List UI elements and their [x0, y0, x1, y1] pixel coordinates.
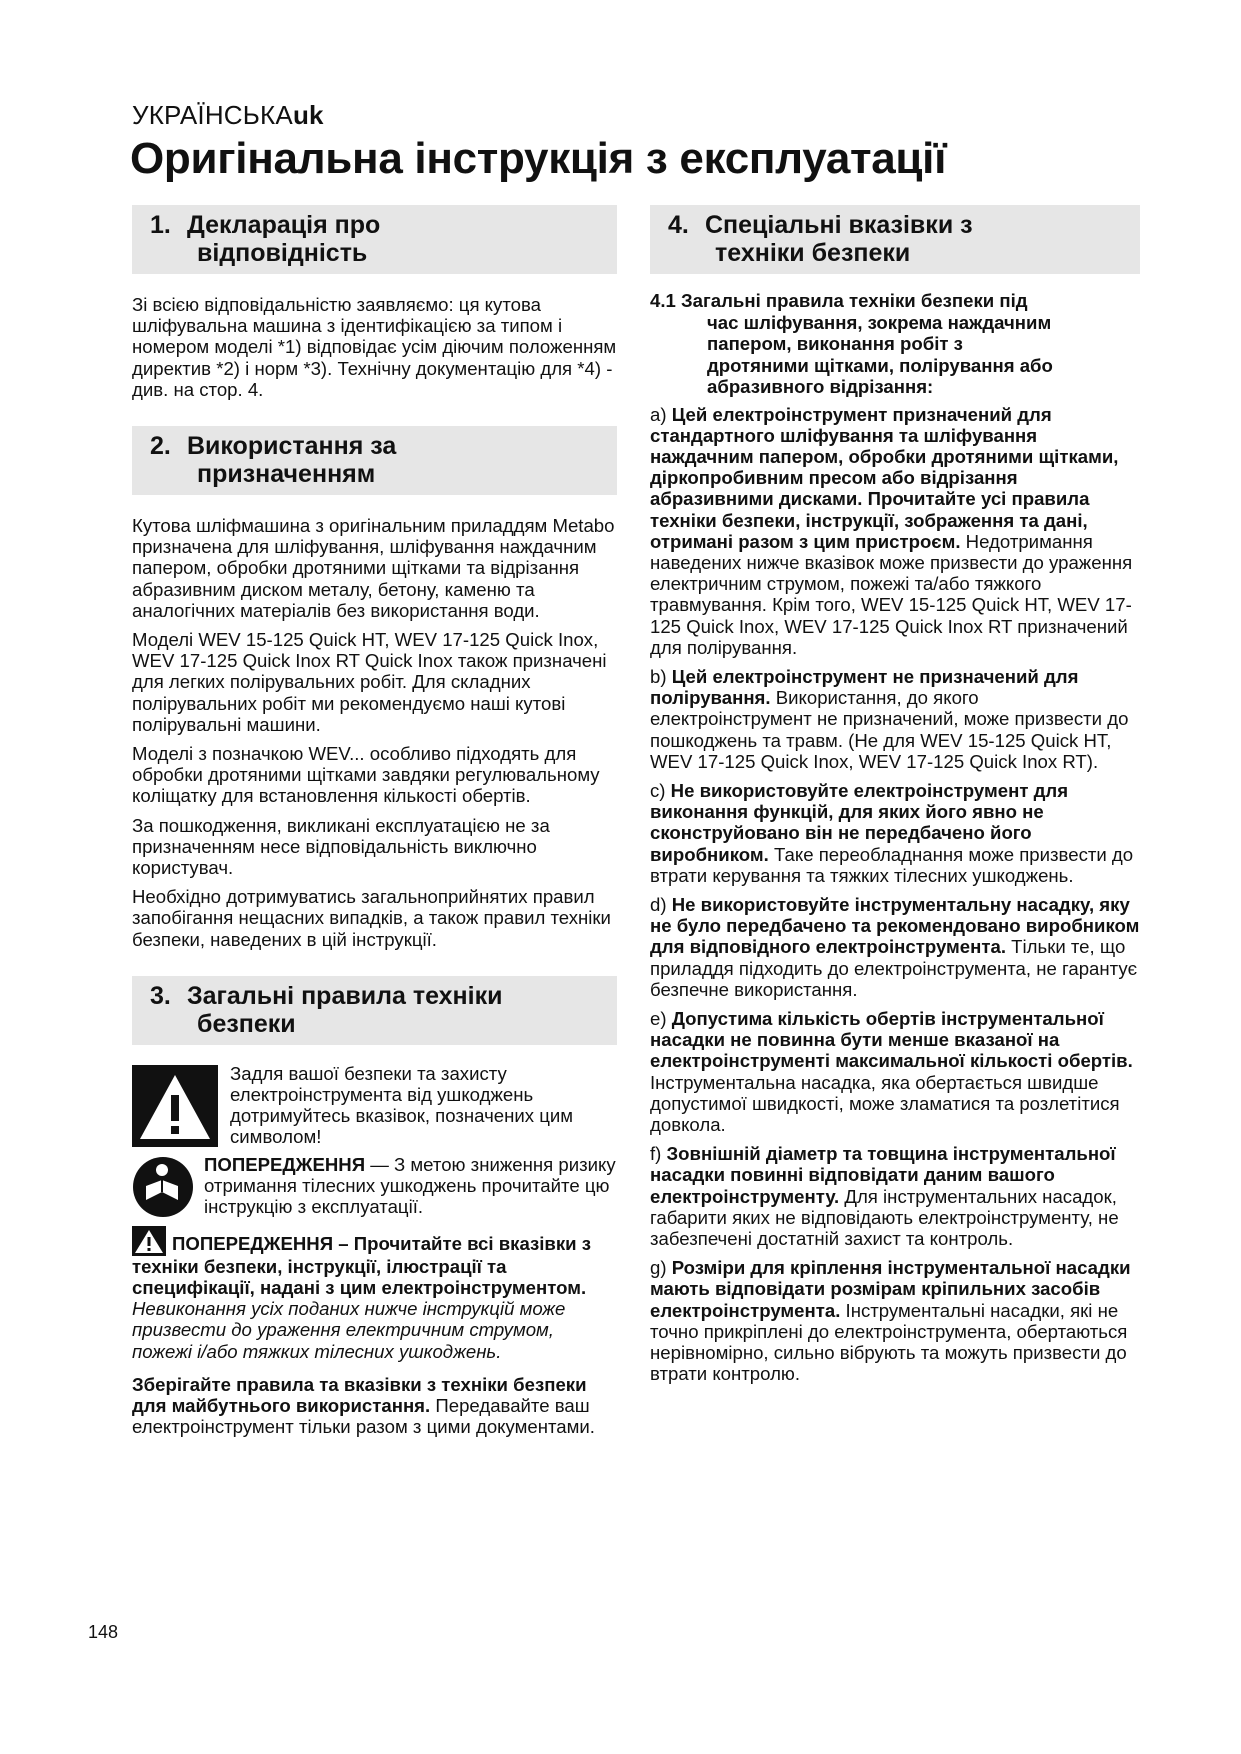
read-manual-icon: [132, 1156, 194, 1218]
warning-text: — З метою зниження ризику отримання тілесних ушкоджень прочитайте цю інструкцію з експлуатації.: [204, 1153, 616, 1218]
item-text: Інструментальна насадка, яка обертається швидше допустимої швидкості, може зламатися та розлетітися довкола.: [650, 1071, 1120, 1135]
warning-triangle-icon: [132, 1226, 166, 1256]
item-bold-text: Допустима кількість обертів інструментальної насадки не повинна бути менше вказаної на електроінструменті максимальної кількості обертів.: [650, 1007, 1133, 1072]
language-code: uk: [292, 100, 324, 130]
section-3-heading: [132, 976, 617, 1045]
page-number: 148: [88, 1622, 119, 1642]
item-text: Для інструментальних насадок, габарити яких не відповідають електроінструменту, не забезпечені достатній захист та контроль.: [650, 1185, 1119, 1250]
item-text: Інструментальні насадки, які не точно прикріплені до електроінструмента, обертаються нерівномірно, сильно вібрують та можуть призвести до втрати контролю.: [650, 1299, 1128, 1385]
subsection-title-line: дротяними щітками, полірування або: [707, 354, 1053, 376]
keep-bold-text: Зберігайте правила та вказівки з техніки безпеки для майбутнього використання.: [132, 1373, 587, 1416]
item-letter: b): [650, 665, 667, 687]
safety-item: [650, 780, 1140, 886]
read-manual-text: [204, 1154, 617, 1218]
subsection-number: 4.1: [650, 290, 676, 311]
section-title-line: Загальні правила техніки: [186, 981, 503, 1010]
document-title: Оригінальна інструкція з експлуатації: [130, 134, 947, 183]
section-title-line: техніки безпеки: [715, 239, 911, 267]
item-bold-text: Не використовуйте інструментальну насадку, яку не було передбачено та рекомендовано виробником для відповідного електроінструмента.: [650, 893, 1140, 958]
item-text: Недотримання наведених нижче вказівок може призвести до ураження електричним струмом, пожежі та/або тяжкого травмування. Крім того, WEV 15-125 Quick HT, WEV 17-125 Quick Inox, WEV 17-125 Quick Inox RT призначений для полірування.: [650, 530, 1133, 658]
section-title-line: Декларація про: [186, 211, 381, 239]
section-2-paragraph: Моделі WEV 15-125 Quick HT, WEV 17-125 Quick Inox, WEV 17-125 Quick Inox RT Quick Inox також призначені для легких полірувальних робіт. Для складних полірувальних робіт ми рекомендуємо наші кутові полірувальні машини.: [132, 629, 607, 735]
warning-read-all: [132, 1226, 617, 1362]
read-manual-block: [132, 1153, 617, 1218]
section-2-paragraph: За пошкодження, викликані експлуатацією не за призначенням несе відповідальність виключно користувач.: [132, 814, 550, 879]
section-number: 3.: [150, 981, 171, 1010]
warning-symbol-block: [132, 1062, 617, 1148]
warning-triangle-icon: [132, 1065, 218, 1147]
item-text: Тільки те, що приладдя підходить до електроінструмента, не гарантує безпечне використання.: [650, 936, 1138, 1000]
safety-item: [650, 894, 1140, 1000]
subsection-4-1-heading: [650, 290, 1140, 398]
section-title-line: призначенням: [197, 460, 376, 489]
section-1-body: Зі всією відповідальністю заявляємо: ця кутова шліфувальна машина з ідентифікацією за типом і номером моделі *1) відповідає усім діючим положенням директив *2) і норм *3). Технічну документацію для *4) - див. на стор. 4.: [132, 294, 617, 400]
section-2-paragraph: Кутова шліфмашина з оригінальним приладдям Metabo призначена для шліфування, шліфування наждачним папером, обробки дротяними щітками та відрізання абразивним диском металу, бетону, каменю та аналогічних матеріалів без використання води.: [132, 515, 615, 621]
warning-symbol-text: Задля вашої безпеки та захисту електроінструмента від ушкоджень дотримуйтесь вказівок, позначених цим символом!: [230, 1062, 574, 1148]
section-4-heading: [650, 205, 1140, 274]
keep-instructions: [132, 1374, 617, 1438]
keep-text: Передавайте ваш електроінструмент тільки разом з цими документами.: [132, 1394, 595, 1438]
item-letter: e): [650, 1007, 667, 1029]
item-text: Використання, до якого електроінструмент не призначений, може призвести до пошкоджень та травм. (Не для WEV 15-125 Quick HT, WEV 17-125 Quick Inox, WEV 17-125 Quick Inox RT).: [650, 687, 1129, 772]
item-bold-text: Цей електроінструмент не призначений для полірування.: [650, 665, 1079, 709]
section-2-paragraph: Моделі з позначкою WEV... особливо підходять для обробки дротяними щітками завдяки регулювальному коліщатку для встановлення кількості обертів.: [132, 743, 600, 807]
section-title-line: відповідність: [197, 239, 368, 267]
item-bold-text: Розміри для кріплення інструментальної насадки мають відповідати розмірам кріпильних засобів електроінструмента.: [650, 1257, 1131, 1321]
item-bold-text: Не використовуйте електроінструмент для виконання функцій, для яких його явно не сконструйовано він не передбачено його виробником.: [650, 779, 1069, 865]
item-letter: c): [650, 779, 666, 801]
section-number: 4.: [668, 211, 689, 239]
safety-item: [650, 1008, 1140, 1135]
item-letter: g): [650, 1257, 667, 1279]
item-letter: d): [650, 893, 667, 915]
subsection-title-line: Загальні правила техніки безпеки під: [681, 290, 1028, 311]
right-column: [650, 205, 1140, 1392]
warning-italic-text: Невиконання усіх поданих нижче інструкцій може призвести до ураження електричним струмом, пожежі і/або тяжких тілесних ушкоджень.: [132, 1298, 566, 1362]
section-2-paragraph: Необхідно дотримуватись загальноприйнятих правил запобігання нещасних випадків, а також правил техніки безпеки, наведених в цій інструкції.: [132, 886, 611, 950]
section-title-line: Спеціальні вказівки з: [704, 211, 973, 239]
safety-item: [650, 1257, 1140, 1384]
section-title-line: безпеки: [197, 1009, 296, 1038]
section-1-heading: [132, 205, 617, 274]
item-text: Таке переобладнання може призвести до втрати керування та тяжких тілесних ушкоджень.: [650, 843, 1134, 886]
safety-item: [650, 404, 1140, 658]
language-name: УКРАЇНСЬКА: [132, 100, 293, 130]
subsection-title-line: папером, виконання робіт з: [707, 333, 963, 354]
warning-bold-text: ПОПЕРЕДЖЕННЯ – Прочитайте всі вказівки з техніки безпеки, інструкції, ілюстрації та специфікації, надані з цим електроінструментом.: [132, 1232, 592, 1298]
safety-item: [650, 666, 1140, 772]
item-letter: f): [650, 1143, 662, 1165]
item-bold-text: Цей електроінструмент призначений для стандартного шліфування та шліфування наждачним папером, обробки дротяними щітками, діркопробивним пресом або відрізання абразивними дисками. Прочитайте усі правила техніки безпеки, інструкції, зображення та дані, отримані разом з цим пристроєм.: [650, 403, 1119, 552]
language-label: [132, 100, 324, 131]
subsection-title-line: абразивного відрізання:: [707, 376, 934, 397]
warning-label: ПОПЕРЕДЖЕННЯ: [204, 1153, 366, 1175]
item-bold-text: Зовнішній діаметр та товщина інструментальної насадки повинні відповідати даним вашого електроінструменту.: [650, 1143, 1116, 1207]
section-title-line: Використання за: [186, 432, 397, 461]
section-number: 1.: [150, 211, 171, 239]
item-letter: a): [650, 403, 667, 425]
subsection-title-line: час шліфування, зокрема наждачним: [707, 311, 1052, 333]
section-2-heading: [132, 426, 617, 495]
section-number: 2.: [150, 432, 171, 461]
left-column: [132, 205, 617, 1445]
safety-item: [650, 1143, 1140, 1249]
